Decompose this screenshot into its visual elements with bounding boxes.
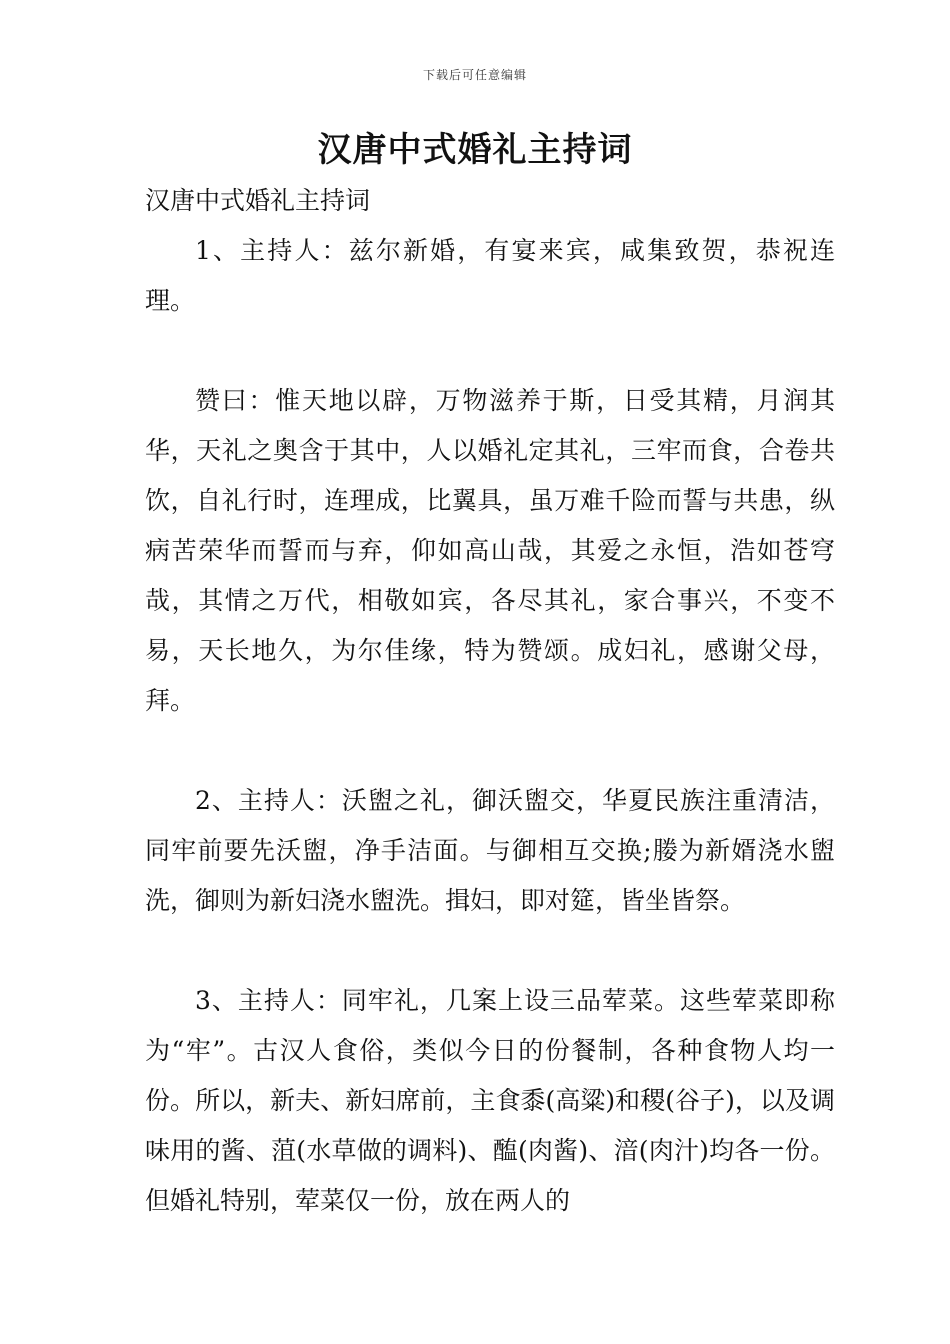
page-header-note: 下载后可任意编辑	[422, 68, 527, 82]
paragraph-spacer	[145, 726, 835, 776]
document-body	[145, 176, 835, 1226]
document-title: 汉唐中式婚礼主持词	[317, 130, 633, 170]
paragraph-3: 2、主持人：沃盥之礼，御沃盥交，华夏民族注重清洁，同牢前要先沃盥，净手洁面。与御相互交换;媵为新婿浇水盥洗，御则为新妇浇水盥洗。揖妇，即对筵，皆坐皆祭。	[145, 786, 835, 915]
paragraph-1: 1、主持人：兹尔新婚，有宴来宾，咸集致贺，恭祝连理。	[145, 236, 835, 315]
paragraph-2: 赞曰：惟天地以辟，万物滋养于斯，日受其精，月润其华，天礼之奥含于其中，人以婚礼定其礼，三牢而食，合卷共饮，自礼行时，连理成，比翼具，虽万难千险而誓与共患，纵病苦荣华而誓而与弃，仰如高山哉，其爱之永恒，浩如苍穹哉，其情之万代，相敬如宾，各尽其礼，家合事兴，不变不易，天长地久，为尔佳缘，特为赞颂。成妇礼，感谢父母，拜。	[145, 386, 835, 715]
paragraph-spacer	[145, 926, 835, 976]
paragraph-spacer	[145, 326, 835, 376]
document-subtitle: 汉唐中式婚礼主持词	[145, 186, 371, 215]
paragraph-4: 3、主持人：同牢礼，几案上设三品荤菜。这些荤菜即称为“牢”。古汉人食俗，类似今日的份餐制，各种食物人均一份。所以，新夫、新妇席前，主食黍(高粱)和稷(谷子)，以及调味用的酱、菹(水草做的调料)、醢(肉酱)、湆(肉汁)均各一份。但婚礼特别，荤菜仅一份，放在两人的	[145, 986, 835, 1215]
